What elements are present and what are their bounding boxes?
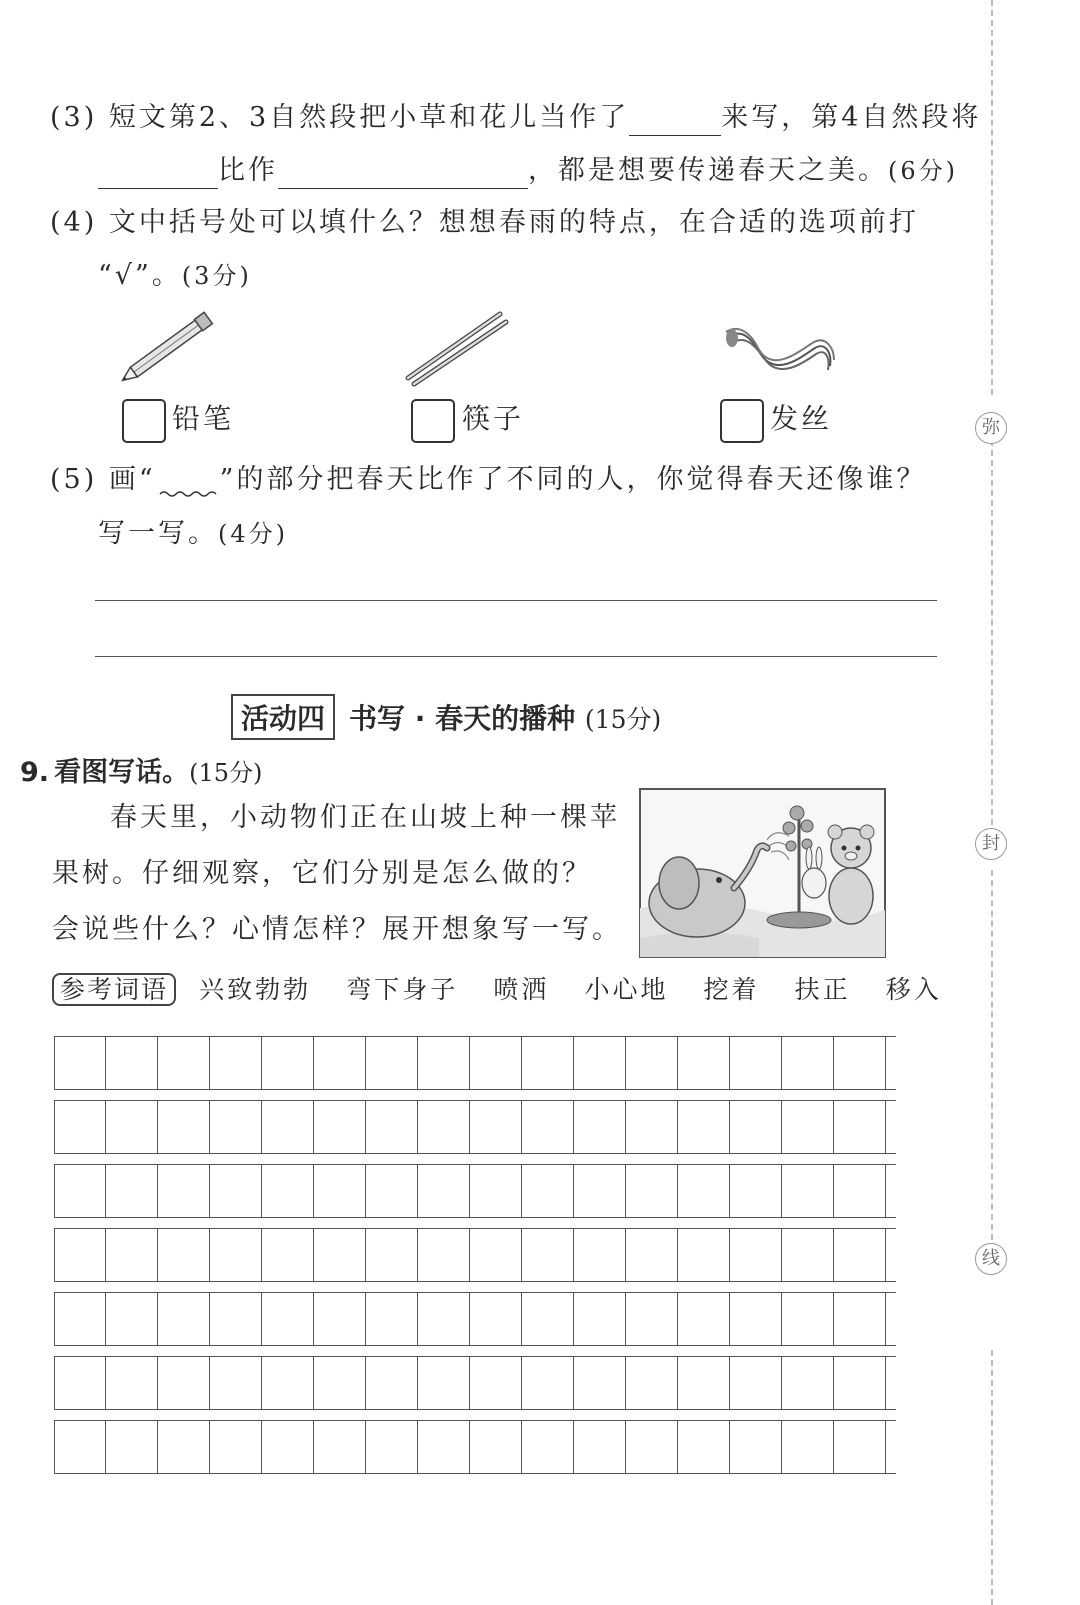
writing-grid-cell[interactable] <box>54 1101 106 1153</box>
section-score: (15分) <box>584 705 662 734</box>
writing-grid-cell[interactable] <box>678 1357 730 1409</box>
q4-text-2: “√”。 <box>98 260 182 291</box>
writing-grid-cell[interactable] <box>210 1357 262 1409</box>
reference-word: 弯下身子 <box>346 975 459 1004</box>
writing-grid-cell[interactable] <box>678 1293 730 1345</box>
writing-grid-cell[interactable] <box>262 1421 314 1473</box>
writing-grid-cell[interactable] <box>418 1421 470 1473</box>
writing-grid-cell[interactable] <box>522 1293 574 1345</box>
margin-char-mi: 弥 <box>975 412 1007 444</box>
writing-grid-cell[interactable] <box>158 1357 210 1409</box>
writing-grid-row <box>54 1356 896 1410</box>
writing-grid-cell[interactable] <box>834 1293 886 1345</box>
writing-grid-row <box>54 1100 896 1154</box>
writing-grid-cell[interactable] <box>106 1101 158 1153</box>
reference-word: 挖着 <box>703 975 760 1004</box>
writing-grid-cell[interactable] <box>782 1421 834 1473</box>
writing-grid-cell[interactable] <box>782 1229 834 1281</box>
writing-grid-cell[interactable] <box>54 1293 106 1345</box>
writing-grid-cell[interactable] <box>522 1101 574 1153</box>
writing-grid-cell[interactable] <box>470 1229 522 1281</box>
writing-grid-cell[interactable] <box>834 1229 886 1281</box>
writing-grid-cell[interactable] <box>314 1421 366 1473</box>
writing-grid-cell[interactable] <box>210 1165 262 1217</box>
q4-line2 <box>98 258 252 294</box>
q5-text-a: 画“ <box>108 464 156 495</box>
writing-grid-cell[interactable] <box>626 1165 678 1217</box>
binding-line-middle <box>991 440 993 825</box>
writing-grid-cell[interactable] <box>210 1101 262 1153</box>
reference-words-row <box>52 973 942 1010</box>
wavy-underline-mark <box>156 470 220 498</box>
writing-grid-row <box>54 1036 896 1090</box>
writing-grid-cell[interactable] <box>470 1421 522 1473</box>
reference-word: 兴致勃勃 <box>199 975 312 1004</box>
writing-grid-cell[interactable] <box>782 1101 834 1153</box>
writing-grid-cell[interactable] <box>678 1037 730 1089</box>
q3-blank-3[interactable] <box>278 160 528 189</box>
writing-grid-cell[interactable] <box>782 1357 834 1409</box>
pencil-icon <box>110 308 225 388</box>
writing-grid-cell[interactable] <box>158 1037 210 1089</box>
q3-line1 <box>50 100 981 136</box>
writing-grid-cell[interactable] <box>470 1165 522 1217</box>
margin-char-feng: 封 <box>975 828 1007 860</box>
writing-grid-cell[interactable] <box>730 1101 782 1153</box>
writing-grid-cell[interactable] <box>210 1293 262 1345</box>
writing-grid-cell[interactable] <box>626 1293 678 1345</box>
writing-grid-cell[interactable] <box>262 1101 314 1153</box>
writing-grid-cell[interactable] <box>366 1357 418 1409</box>
writing-grid-cell[interactable] <box>834 1101 886 1153</box>
q5-text-b: ”的部分把春天比作了不同的人，你觉得春天还像谁？ <box>219 464 927 495</box>
q3-text-d: ，都是想要传递春天之美。 <box>528 155 888 186</box>
q5-line1 <box>50 462 926 498</box>
writing-grid-cell[interactable] <box>730 1293 782 1345</box>
writing-grid-cell[interactable] <box>730 1357 782 1409</box>
option-checkbox-chopsticks[interactable] <box>411 399 455 443</box>
writing-grid-cell[interactable] <box>470 1293 522 1345</box>
writing-grid-cell[interactable] <box>210 1229 262 1281</box>
writing-grid[interactable] <box>54 1036 896 1474</box>
writing-grid-cell[interactable] <box>782 1165 834 1217</box>
answer-line-1[interactable] <box>95 600 937 601</box>
option-checkbox-hair[interactable] <box>720 399 764 443</box>
writing-grid-cell[interactable] <box>54 1165 106 1217</box>
writing-grid-cell[interactable] <box>574 1357 626 1409</box>
q3-text-b: 来写，第4自然段将 <box>721 102 982 133</box>
writing-grid-cell[interactable] <box>574 1293 626 1345</box>
writing-grid-cell[interactable] <box>314 1037 366 1089</box>
chopsticks-icon <box>400 308 515 388</box>
writing-grid-cell[interactable] <box>262 1165 314 1217</box>
writing-grid-cell[interactable] <box>158 1165 210 1217</box>
writing-grid-cell[interactable] <box>470 1357 522 1409</box>
animals-planting-illustration <box>639 788 886 958</box>
writing-grid-cell[interactable] <box>54 1357 106 1409</box>
reference-word: 喷洒 <box>493 975 550 1004</box>
writing-grid-cell[interactable] <box>106 1165 158 1217</box>
writing-grid-cell[interactable] <box>574 1165 626 1217</box>
q9-heading <box>20 750 262 789</box>
writing-grid-cell[interactable] <box>314 1101 366 1153</box>
writing-grid-row <box>54 1420 896 1474</box>
option-label-chopsticks: 筷子 <box>462 402 525 435</box>
writing-grid-cell[interactable] <box>106 1293 158 1345</box>
reference-words-tag: 参考词语 <box>52 973 176 1006</box>
writing-grid-cell[interactable] <box>262 1229 314 1281</box>
writing-grid-cell[interactable] <box>366 1101 418 1153</box>
writing-grid-cell[interactable] <box>678 1101 730 1153</box>
margin-char-xian: 线 <box>975 1243 1007 1275</box>
binding-line-bottom <box>991 1350 993 1605</box>
q5-number: (5) <box>50 464 98 495</box>
q9-score: (15分) <box>189 759 263 787</box>
q3-number: (3) <box>50 102 98 133</box>
writing-grid-cell[interactable] <box>106 1229 158 1281</box>
writing-grid-cell[interactable] <box>210 1421 262 1473</box>
writing-grid-cell[interactable] <box>522 1229 574 1281</box>
q3-text-a: 短文第2、3自然段把小草和花儿当作了 <box>108 102 630 133</box>
writing-grid-cell[interactable] <box>54 1229 106 1281</box>
q5-line2 <box>98 516 288 552</box>
option-label-pencil: 铅笔 <box>172 402 235 435</box>
q4-line1 <box>50 205 919 241</box>
writing-grid-cell[interactable] <box>262 1293 314 1345</box>
writing-grid-cell[interactable] <box>54 1037 106 1089</box>
q4-score: (3分) <box>181 262 252 290</box>
q9-title: 看图写话。 <box>54 757 190 788</box>
q5-score: (4分) <box>218 520 288 548</box>
writing-grid-cell[interactable] <box>782 1037 834 1089</box>
writing-grid-cell[interactable] <box>522 1357 574 1409</box>
section-tag: 活动四 <box>231 694 335 740</box>
writing-grid-cell[interactable] <box>418 1037 470 1089</box>
q5-text-2: 写一写。 <box>98 518 218 549</box>
writing-grid-cell[interactable] <box>730 1421 782 1473</box>
writing-grid-cell[interactable] <box>366 1165 418 1217</box>
writing-grid-cell[interactable] <box>574 1037 626 1089</box>
writing-grid-cell[interactable] <box>470 1101 522 1153</box>
writing-grid-cell[interactable] <box>106 1037 158 1089</box>
writing-grid-cell[interactable] <box>314 1293 366 1345</box>
writing-grid-cell[interactable] <box>782 1293 834 1345</box>
section-title: 书写 · 春天的播种 <box>349 702 576 735</box>
writing-grid-cell[interactable] <box>574 1101 626 1153</box>
writing-grid-row <box>54 1164 896 1218</box>
q3-blank-1[interactable] <box>629 107 721 136</box>
section-header <box>231 694 661 740</box>
option-checkbox-pencil[interactable] <box>122 399 166 443</box>
writing-grid-cell[interactable] <box>730 1229 782 1281</box>
writing-grid-cell[interactable] <box>678 1229 730 1281</box>
writing-grid-cell[interactable] <box>678 1421 730 1473</box>
writing-grid-cell[interactable] <box>522 1037 574 1089</box>
q3-text-c: 比作 <box>218 155 278 186</box>
binding-line-lower <box>991 870 993 1240</box>
writing-grid-cell[interactable] <box>158 1421 210 1473</box>
writing-grid-cell[interactable] <box>262 1357 314 1409</box>
q3-blank-2[interactable] <box>98 160 218 189</box>
hair-strand-icon <box>720 318 840 388</box>
writing-grid-cell[interactable] <box>366 1293 418 1345</box>
q3-score: (6分) <box>888 157 958 185</box>
writing-grid-cell[interactable] <box>730 1165 782 1217</box>
binding-line-top <box>991 0 993 395</box>
writing-grid-cell[interactable] <box>54 1421 106 1473</box>
q4-text: 文中括号处可以填什么？想想春雨的特点，在合适的选项前打 <box>108 207 919 238</box>
writing-grid-cell[interactable] <box>574 1421 626 1473</box>
writing-grid-row <box>54 1228 896 1282</box>
writing-grid-cell[interactable] <box>626 1421 678 1473</box>
q4-number: (4) <box>50 207 98 238</box>
q3-line2 <box>98 153 958 189</box>
writing-grid-cell[interactable] <box>314 1165 366 1217</box>
writing-grid-cell[interactable] <box>834 1357 886 1409</box>
writing-grid-cell[interactable] <box>522 1165 574 1217</box>
writing-grid-cell[interactable] <box>106 1421 158 1473</box>
writing-grid-cell[interactable] <box>418 1165 470 1217</box>
answer-line-2[interactable] <box>95 656 937 657</box>
writing-grid-cell[interactable] <box>730 1037 782 1089</box>
writing-grid-cell[interactable] <box>262 1037 314 1089</box>
writing-grid-cell[interactable] <box>626 1357 678 1409</box>
writing-grid-cell[interactable] <box>678 1165 730 1217</box>
writing-grid-cell[interactable] <box>366 1037 418 1089</box>
writing-grid-cell[interactable] <box>418 1293 470 1345</box>
writing-grid-cell[interactable] <box>626 1037 678 1089</box>
reference-word: 扶正 <box>794 975 851 1004</box>
writing-grid-cell[interactable] <box>470 1037 522 1089</box>
writing-grid-cell[interactable] <box>626 1101 678 1153</box>
writing-grid-cell[interactable] <box>418 1357 470 1409</box>
writing-grid-cell[interactable] <box>314 1229 366 1281</box>
writing-grid-cell[interactable] <box>834 1421 886 1473</box>
writing-grid-cell[interactable] <box>314 1357 366 1409</box>
writing-grid-cell[interactable] <box>522 1421 574 1473</box>
q9-prompt-line2: 果树。仔细观察，它们分别是怎么做的？ <box>52 858 592 889</box>
writing-grid-cell[interactable] <box>574 1229 626 1281</box>
writing-grid-cell[interactable] <box>106 1357 158 1409</box>
writing-grid-cell[interactable] <box>366 1421 418 1473</box>
writing-grid-cell[interactable] <box>626 1229 678 1281</box>
writing-grid-cell[interactable] <box>418 1101 470 1153</box>
q9-number: 9. <box>20 757 50 788</box>
writing-grid-cell[interactable] <box>834 1037 886 1089</box>
writing-grid-cell[interactable] <box>834 1165 886 1217</box>
writing-grid-cell[interactable] <box>418 1229 470 1281</box>
writing-grid-cell[interactable] <box>210 1037 262 1089</box>
q9-prompt-line3: 会说些什么？心情怎样？展开想象写一写。 <box>52 914 622 945</box>
writing-grid-cell[interactable] <box>158 1293 210 1345</box>
q9-prompt-line1: 春天里，小动物们正在山坡上种一棵苹 <box>110 802 620 833</box>
writing-grid-row <box>54 1292 896 1346</box>
writing-grid-cell[interactable] <box>158 1229 210 1281</box>
reference-word: 小心地 <box>584 975 669 1004</box>
writing-grid-cell[interactable] <box>366 1229 418 1281</box>
reference-word: 移入 <box>885 975 942 1004</box>
option-label-hair: 发丝 <box>770 402 833 435</box>
writing-grid-cell[interactable] <box>158 1101 210 1153</box>
